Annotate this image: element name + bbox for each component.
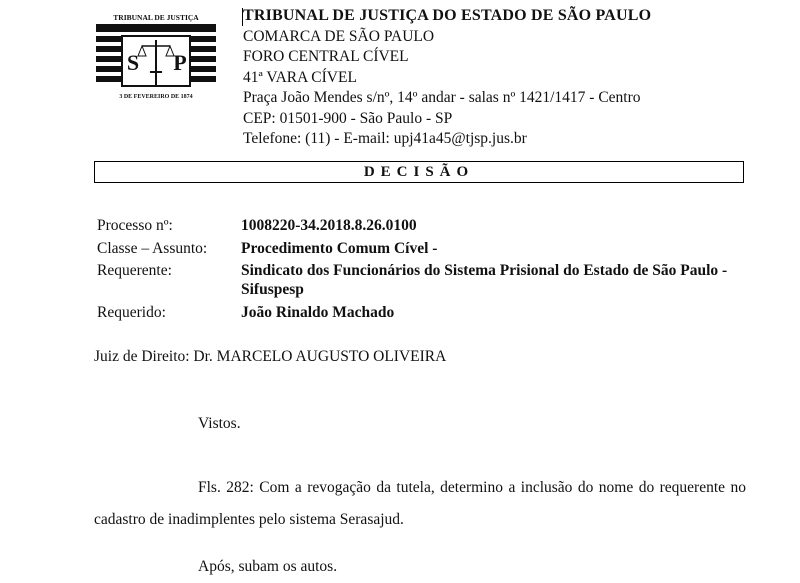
comarca: COMARCA DE SÃO PAULO (243, 27, 435, 45)
paragraph-vistos: Vistos. (198, 415, 241, 432)
address: Praça João Mendes s/nº, 14º andar - salas nº 1421/1417 - Centro (243, 89, 641, 106)
seal-letter-p: P (173, 50, 187, 75)
requerente-label: Requerente: (97, 262, 172, 279)
requerido-value: João Rinaldo Machado (241, 303, 395, 321)
classe-value: Procedimento Comum Cível - (241, 239, 438, 257)
foro: FORO CENTRAL CÍVEL (243, 48, 409, 65)
case-row-processo (97, 216, 751, 235)
processo-label: Processo nº: (97, 217, 173, 234)
requerente-value: Sindicato dos Funcionários do Sistema Prisional do Estado de São Paulo - Sifuspesp (241, 262, 728, 298)
document-title: DECISÃO (94, 161, 744, 183)
contact: Telefone: (11) - E-mail: upj41a45@tjsp.jus.br (243, 130, 527, 147)
court-seal-logo (96, 10, 216, 106)
case-info (97, 216, 751, 325)
seal-top-text: TRIBUNAL DE JUSTIÇA (113, 13, 199, 22)
seal-bottom-text: 3 DE FEVEREIRO DE 1874 (119, 94, 193, 100)
cep: CEP: 01501-900 - São Paulo - SP (243, 109, 453, 127)
processo-value: 1008220-34.2018.8.26.0100 (241, 217, 417, 234)
seal-letter-s: S (126, 50, 140, 75)
court-name: TRIBUNAL DE JUSTIÇA DO ESTADO DE SÃO PAULO (243, 7, 652, 24)
case-row-requerente (97, 261, 751, 299)
judge-line: Juiz de Direito: Dr. MARCELO AUGUSTO OLIVEIRA (94, 348, 447, 365)
requerido-label: Requerido: (97, 303, 166, 321)
case-row-requerido (97, 303, 751, 322)
paragraph-decision: Fls. 282: Com a revogação da tutela, determino a inclusão do nome do requerente no cadastro de inadimplentes pelo sistema Serasajud. (94, 479, 746, 528)
paragraph-closing: Após, subam os autos. (198, 558, 338, 575)
court-header (243, 6, 651, 150)
vara: 41ª VARA CÍVEL (243, 68, 357, 86)
case-row-classe (97, 239, 751, 258)
classe-label: Classe – Assunto: (97, 239, 208, 257)
